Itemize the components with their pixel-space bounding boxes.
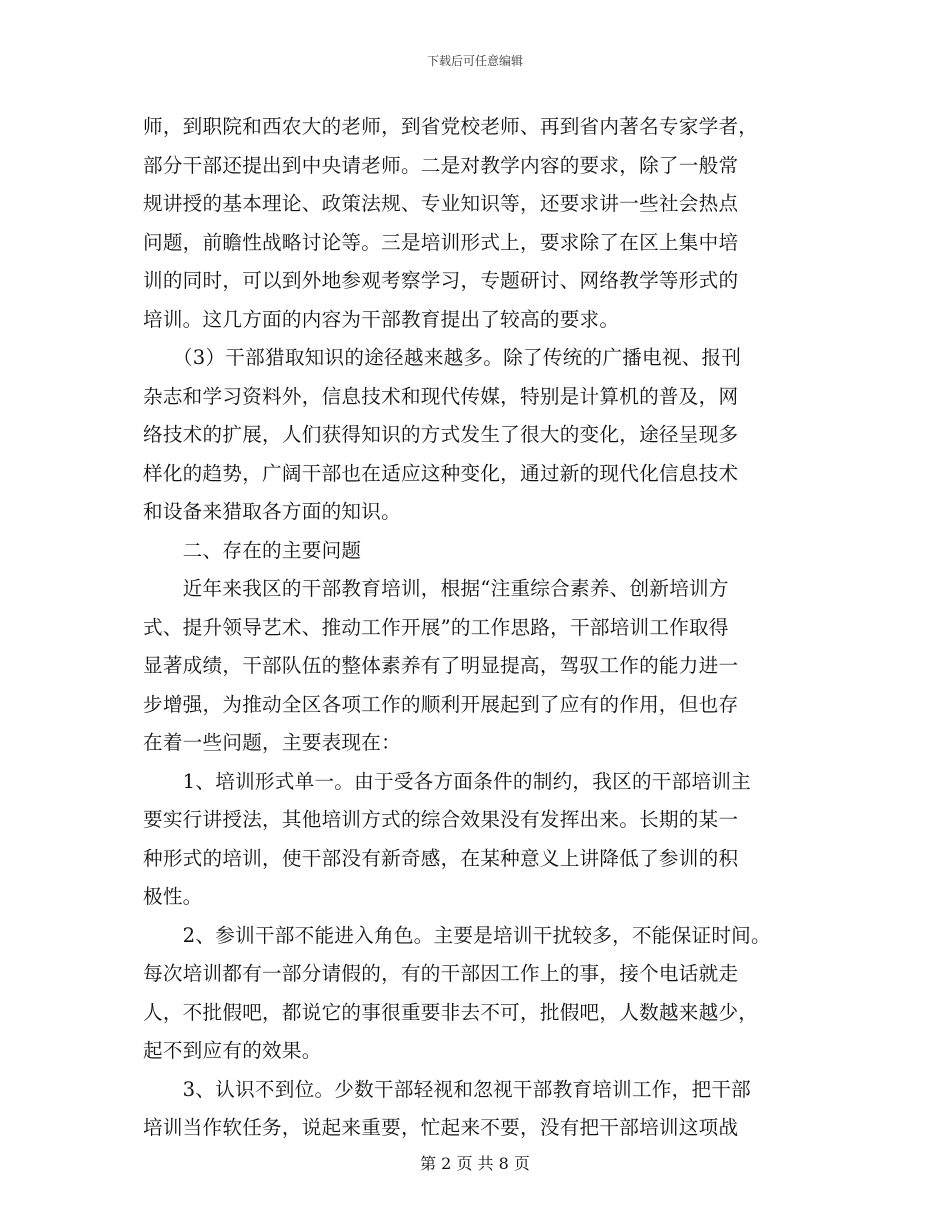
text-line: 在着一些问题，主要表现在： (143, 731, 401, 754)
text-line: 规讲授的基本理论、政策法规、专业知识等，还要求讲一些社会热点 (143, 192, 739, 215)
document-body (143, 108, 813, 1148)
text-line: 每次培训都有一部分请假的，有的干部因工作上的事，接个电话就走 (143, 962, 739, 985)
text-line: 近年来我区的干部教育培训，根据“注重综合素养、创新培训方 (143, 577, 729, 600)
text-line: 培训当作软任务，说起来重要，忙起来不要，没有把干部培训这项战 (143, 1116, 739, 1139)
text-line: （3）干部猎取知识的途径越来越多。除了传统的广播电视、报刊 (143, 346, 742, 369)
page-number: 第 2 页 共 8 页 (420, 1154, 530, 1173)
text-line: 极性。 (143, 885, 203, 908)
text-line: 种形式的培训，使干部没有新奇感，在某种意义上讲降低了参训的积 (143, 846, 739, 870)
text-line: 部分干部还提出到中央请老师。二是对教学内容的要求，除了一般常 (143, 153, 739, 177)
section-heading: 二、存在的主要问题 (143, 538, 362, 562)
text-line: 2、参训干部不能进入角色。主要是培训干扰较多，不能保证时间。 (143, 923, 771, 947)
text-line: 1、培训形式单一。由于受各方面条件的制约，我区的干部培训主 (143, 769, 752, 793)
text-line: 要实行讲授法，其他培训方式的综合效果没有发挥出来。长期的某一 (143, 808, 739, 831)
text-line: 起不到应有的效果。 (143, 1039, 322, 1062)
text-line: 络技术的扩展，人们获得知识的方式发生了很大的变化，途径呈现多 (143, 423, 739, 446)
text-line: 步增强，为推动全区各项工作的顺利开展起到了应有的作用，但也存 (143, 692, 739, 716)
text-line: 杂志和学习资料外，信息技术和现代传媒，特别是计算机的普及，网 (143, 384, 739, 408)
header-note: 下载后可任意编辑 (426, 54, 523, 68)
text-line: 问题，前瞻性战略讨论等。三是培训形式上，要求除了在区上集中培 (143, 230, 739, 254)
text-line: 样化的趋势，广阔干部也在适应这种变化，通过新的现代化信息技术 (143, 461, 739, 485)
text-line: 3、认识不到位。少数干部轻视和忽视干部教育培训工作，把干部 (143, 1077, 752, 1101)
text-line: 师，到职院和西农大的老师，到省党校老师、再到省内著名专家学者， (143, 115, 759, 138)
text-line: 显著成绩，干部队伍的整体素养有了明显提高，驾驭工作的能力进一 (143, 654, 739, 677)
text-line: 和设备来猎取各方面的知识。 (143, 500, 401, 523)
text-line: 培训。这几方面的内容为干部教育提出了较高的要求。 (143, 307, 620, 331)
text-line: 式、提升领导艺术、推动工作开展”的工作思路，干部培训工作取得 (143, 615, 729, 639)
text-line: 训的同时，可以到外地参观考察学习，专题研讨、网络教学等形式的 (143, 269, 739, 292)
text-line: 人，不批假吧，都说它的事很重要非去不可，批假吧，人数越来越少， (143, 1000, 759, 1024)
